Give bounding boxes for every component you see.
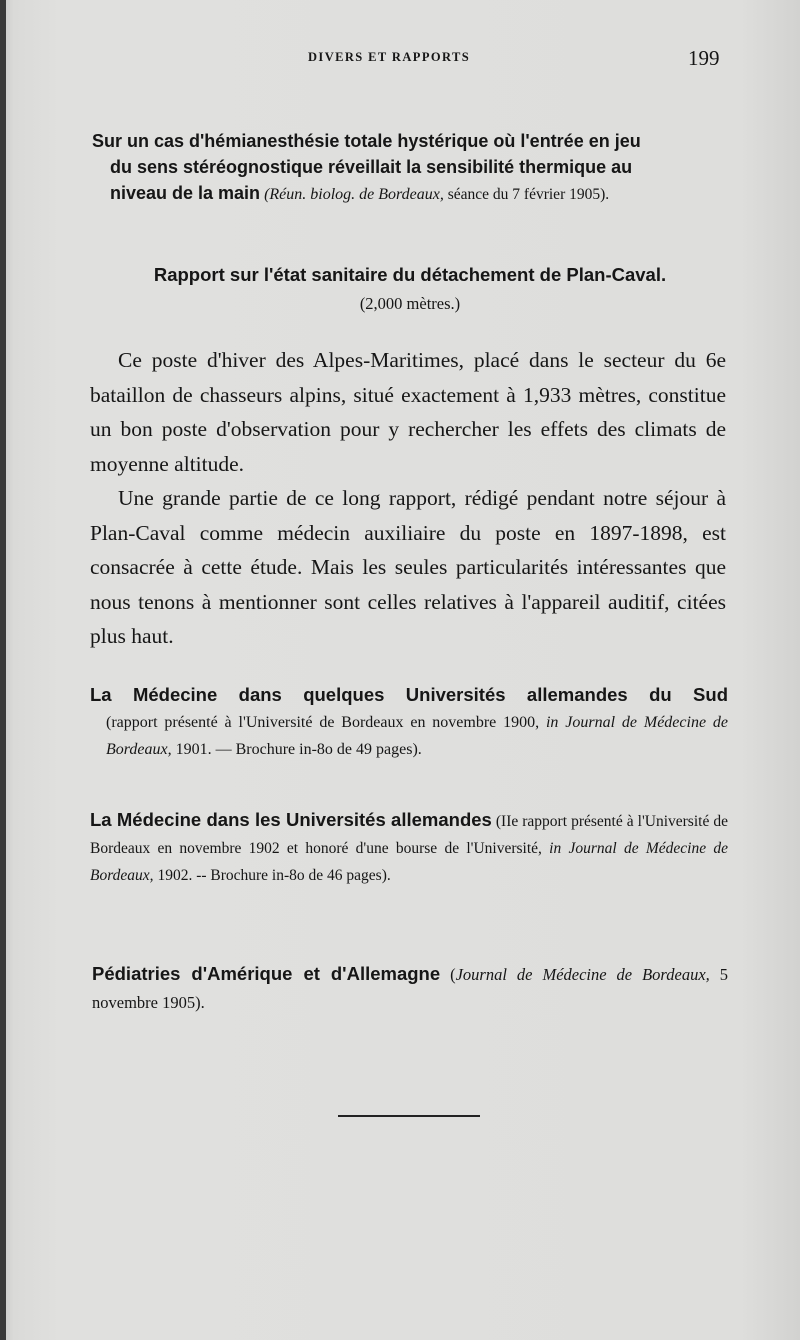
entry-title-line-3 (92, 180, 728, 208)
entry-detail (90, 709, 728, 763)
scan-edge (0, 0, 6, 1340)
bibliography-entry-universites-allemandes (90, 806, 728, 889)
report-title: Rapport sur l'état sanitaire du détachement de Plan-Caval. (153, 264, 667, 285)
entry-detail-text-end: 1902. -- Brochure in-8o de 46 pages). (153, 867, 391, 884)
entry-detail-text: (IIe rapport présenté à l'Université de Bordeaux en novembre 1902 et honoré d'une bourse de l'Université, (90, 813, 728, 857)
bibliography-entry-hemianesthesie (92, 128, 728, 208)
entry-title: La Médecine dans les Universités allemandes (90, 809, 492, 830)
report-paragraph-2: Une grande partie de ce long rapport, rédigé pendant notre séjour à Plan-Caval comme médecin auxiliaire du poste en 1897-1898, est consacrée à cette étude. Mais les seules particularités intéressantes que nous tenons à mentionner sont celles relatives à l'appareil auditif, citées plus haut. (90, 486, 726, 648)
entry-detail-text: ( (440, 965, 456, 984)
entry-title-line-1: Sur un cas d'hémianesthésie totale hystérique où l'entrée en jeu (92, 131, 641, 151)
entry-source-italic: in Journal de Médecine de Bordeaux, (106, 714, 728, 758)
entry-source-italic: (Réun. biolog. de Bordeaux, (264, 186, 444, 203)
running-title: DIVERS ET RAPPORTS (308, 50, 471, 64)
entry-title-end: niveau de la main (110, 183, 261, 203)
report-heading (92, 262, 728, 317)
entry-detail-text: (rapport présenté à l'Université de Bordeaux en novembre 1900, (106, 714, 546, 731)
entry-detail-text-end: 1901. — Brochure in-8o de 49 pages). (171, 741, 422, 758)
entry-source-date: séance du 7 février 1905). (443, 186, 610, 203)
entry-source-italic: Journal de Médecine de Bordeaux, (455, 965, 710, 984)
entry-title: La Médecine dans quelques Universités allemandes du Sud (90, 684, 728, 705)
bibliography-entry-universites-sud (90, 681, 728, 763)
report-body (90, 343, 726, 654)
closing-rule (338, 1115, 480, 1117)
bibliography-entry-pediatries (92, 960, 728, 1017)
entry-title: Pédiatries d'Amérique et d'Allemagne (92, 963, 441, 984)
report-subtitle: (2,000 mètres.) (359, 294, 461, 313)
page-number: 199 (688, 46, 720, 70)
entry-detail-text-end: 5 novembre 1905). (92, 965, 728, 1012)
report-paragraph-1: Ce poste d'hiver des Alpes-Maritimes, placé dans le secteur du 6e bataillon de chasseurs alpins, situé exactement à 1,933 mètres, constitue un bon poste d'observation pour y rechercher les effets des climats de moyenne altitude. (90, 348, 726, 476)
entry-title-line-2: du sens stéréognostique réveillait la sensibilité thermique au (110, 157, 633, 177)
entry-source-italic: in Journal de Médecine de Bordeaux, (90, 840, 728, 884)
